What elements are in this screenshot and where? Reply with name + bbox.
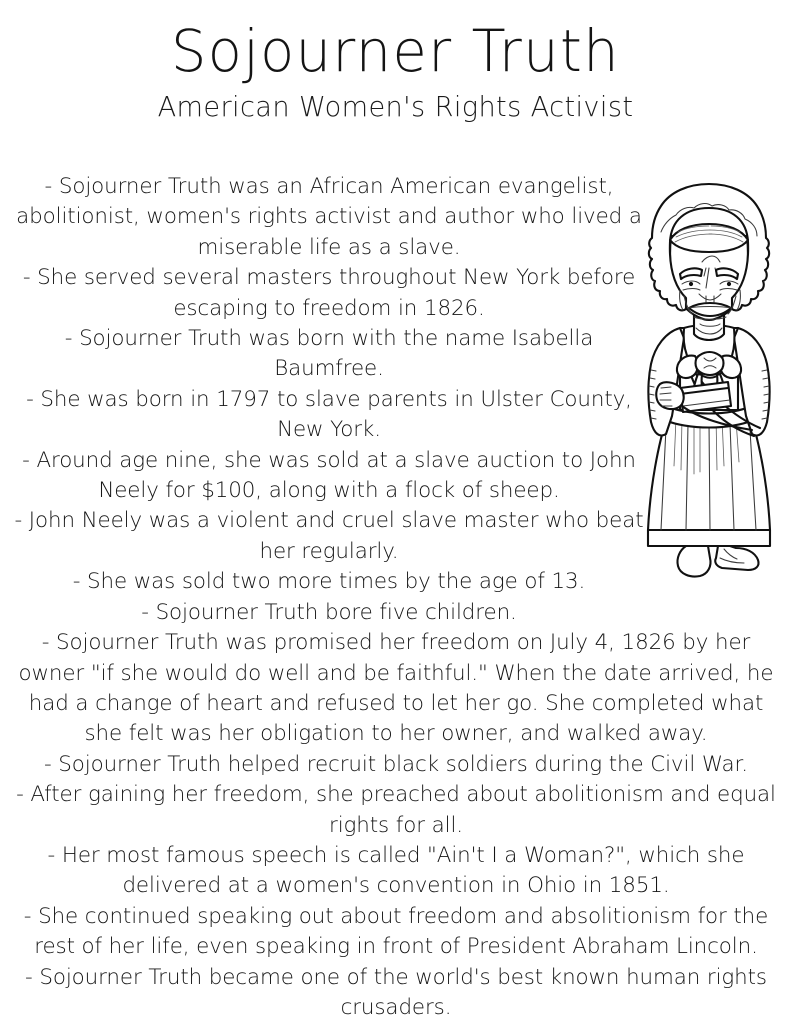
fact-birth-name: - Sojourner Truth was born with the name Isabella Baumfree. [64,326,594,382]
fact-born-1797: - She was born in 1797 to slave parents in Ulster County, New York. [26,386,632,443]
fact-crusader: - Sojourner Truth became one of the world's best known human rights crusaders. [25,964,767,1020]
page-subtitle: American Women's Rights Activist [157,90,634,124]
fact-evangelist: - Sojourner Truth was an African American evangelist, abolitionist, women's rights activist and author who lived a miserable life as a slave. [16,174,642,260]
fact-masters: - She served several masters throughout New York before escaping to freedom in 1826. [22,265,636,321]
fact-civil-war: - Sojourner Truth helped recruit black soldiers during the Civil War. [43,751,748,777]
fact-auction: - Around age nine, she was sold at a slave auction to John Neely for $100, along with a flock of sheep. [22,447,636,504]
fact-lincoln: - She continued speaking out about freedom and absolitionism for the rest of her life, even speaking in front of President Abraham Lincoln. [23,903,769,960]
page-header [0,17,791,124]
fact-aint-i-a-woman: - Her most famous speech is called "Ain't I a Woman?", which she delivered at a women's convention in Ohio in 1851. [47,842,745,899]
fact-john-neely: - John Neely was a violent and cruel slave master who beat her regularly. [14,508,644,564]
fact-sold-twice: - She was sold two more times by the age of 13. [72,569,586,595]
fact-preached: - After gaining her freedom, she preached about abolitionism and equal rights for all. [16,782,776,838]
fact-promised-freedom: - Sojourner Truth was promised her freedom on July 4, 1826 by her owner "if she would do well and be faithful." When the date arrived, he had a change of heart and refused to let her go. She completed what she felt was her obligation to her owner, and walked away. [18,630,774,747]
page-title: Sojourner Truth [170,17,621,85]
facts-list [14,172,778,1023]
fact-five-children: - Sojourner Truth bore five children. [141,599,517,625]
